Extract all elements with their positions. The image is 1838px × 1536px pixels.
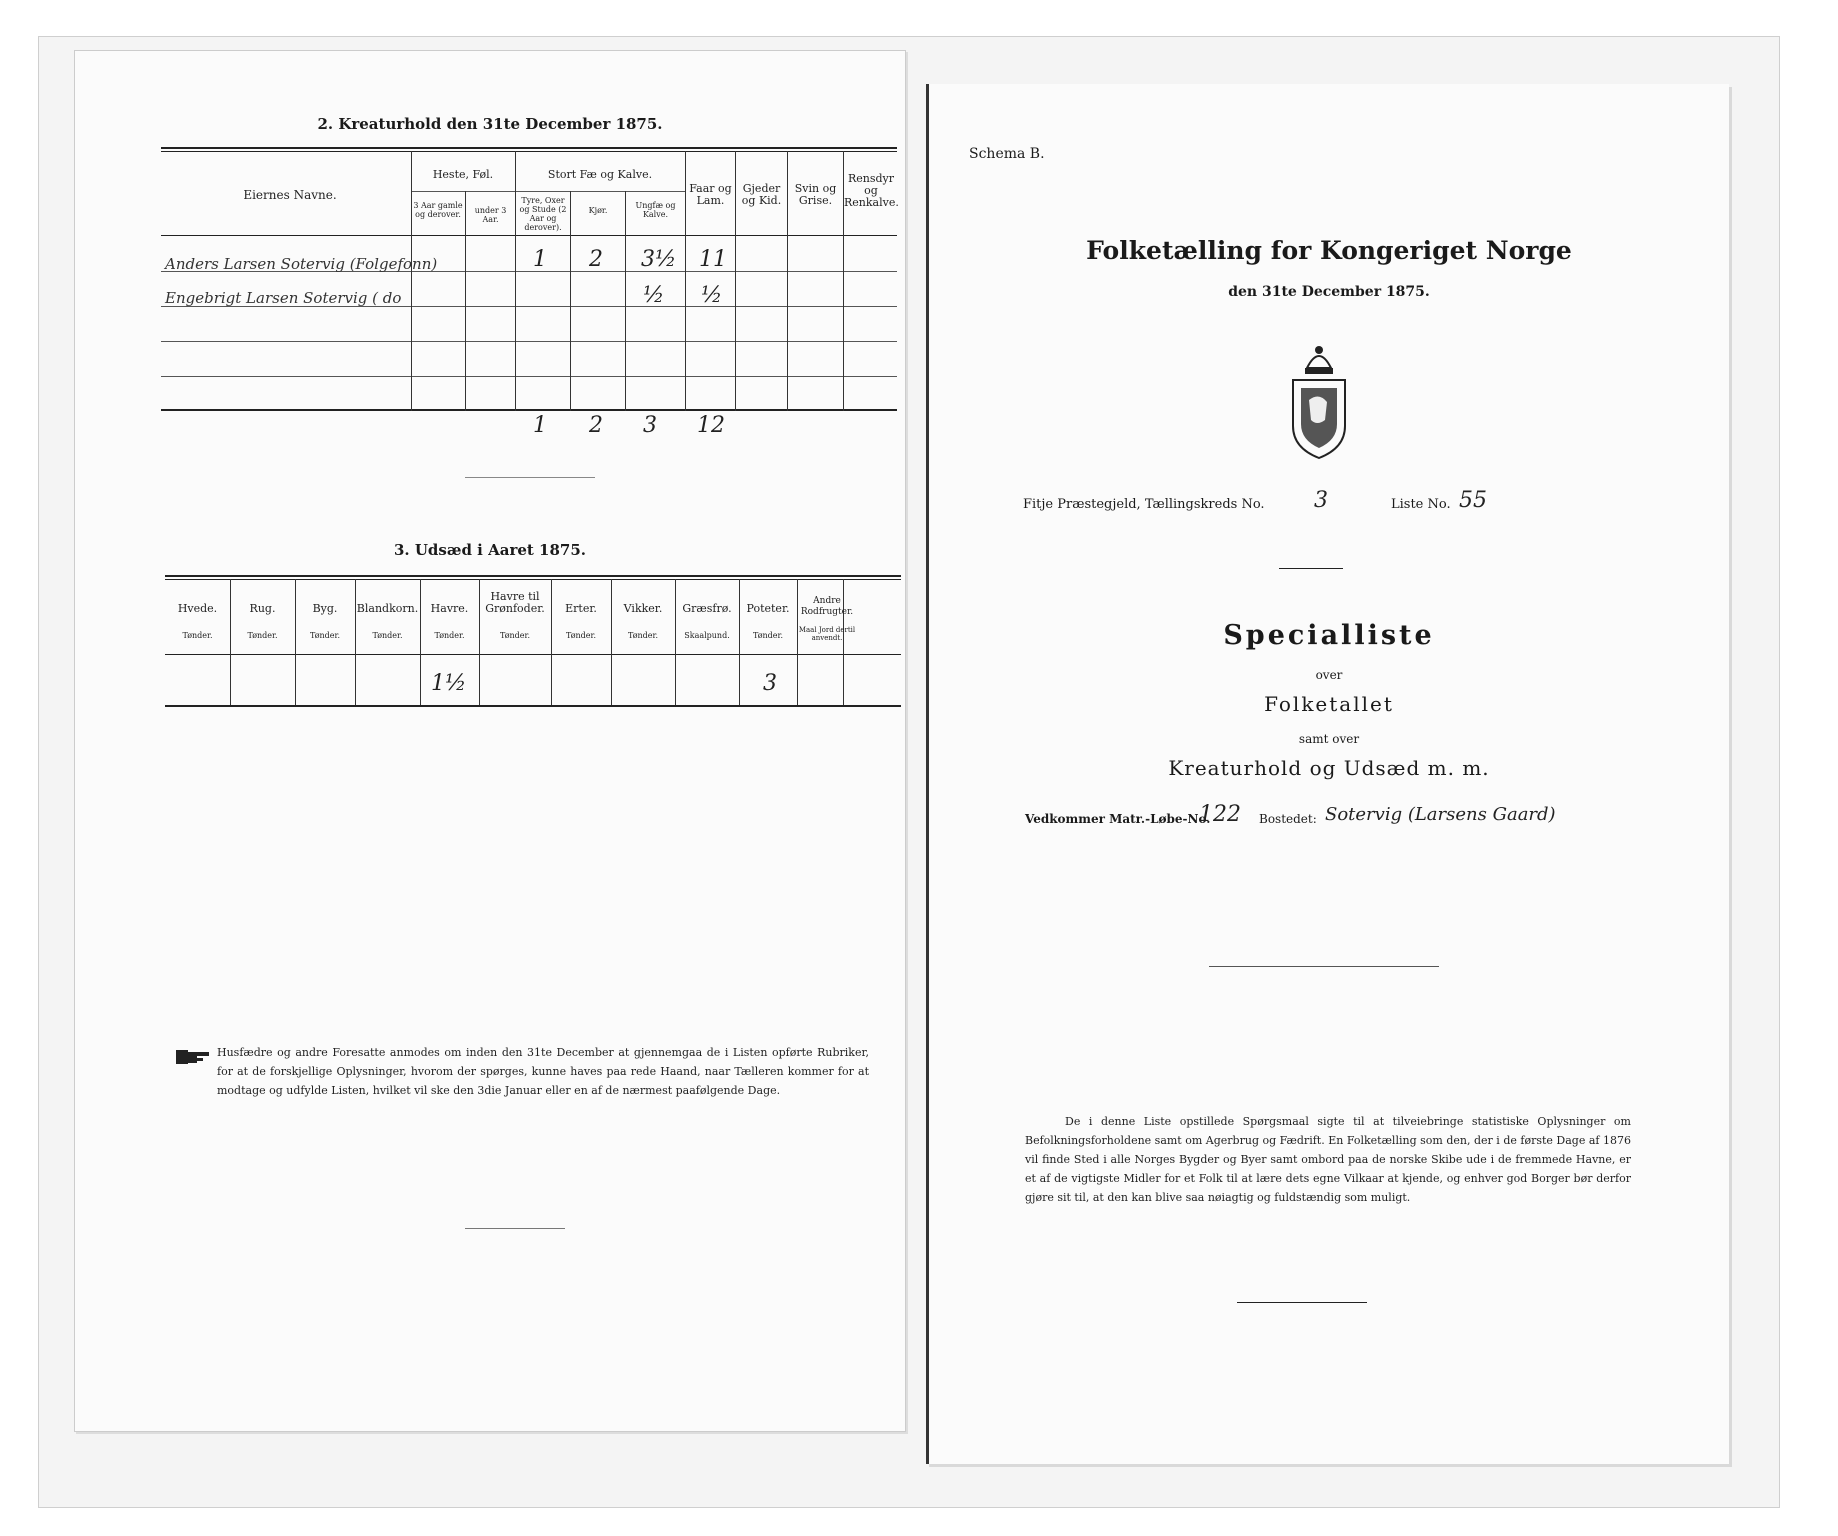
kreaturhold-title: Kreaturhold og Udsæd m. m.: [1168, 756, 1490, 780]
col-hvede: Hvede.: [177, 602, 218, 615]
col-rug-unit: Tønder.: [247, 631, 278, 640]
stort-sub3: Ungfæ og Kalve.: [635, 201, 676, 219]
samt-over-text: samt over: [1298, 732, 1360, 746]
location-line: [1023, 497, 1265, 512]
col-line: [230, 579, 231, 705]
owner-name-row1: Anders Larsen Sotervig (Folgefonn): [165, 255, 438, 273]
bosted-value: Sotervig (Larsens Gaard): [1325, 804, 1556, 825]
stort-sub1: Tyre, Oxer og Stude (2 Aar og derover).: [519, 196, 567, 232]
faar-header: Faar og Lam.: [689, 182, 732, 207]
col-vikker-unit: Tønder.: [627, 631, 659, 640]
value-poteter: 3: [763, 671, 777, 696]
pointing-hand-icon: [175, 1046, 211, 1068]
liste-value: 55: [1459, 488, 1487, 513]
col-hvede-unit: Tønder.: [182, 631, 213, 640]
col-line: [465, 191, 466, 411]
total-kjor: 2: [589, 413, 603, 438]
heste-sub2: under 3 Aar.: [474, 206, 507, 224]
col-line: [295, 579, 296, 705]
svin-header: Svin og Grise.: [794, 182, 837, 207]
owner-name-row2: Engebrigt Larsen Sotervig ( do: [165, 289, 402, 307]
col-line: [739, 579, 740, 705]
right-page: [926, 84, 1729, 1464]
col-byg-unit: Tønder.: [309, 631, 341, 640]
col-blandkorn-unit: Tønder.: [372, 631, 403, 640]
rensdyr-header: Rensdyr og Renkalve.: [844, 172, 899, 209]
value-havre: 1½: [431, 671, 467, 696]
heste-header: Heste, Føl.: [432, 168, 494, 181]
matr-label: Vedkommer Matr.-Løbe-No.: [1025, 812, 1211, 826]
table2-top-rule: [161, 147, 897, 149]
matr-value: 122: [1199, 802, 1241, 827]
col-erter-unit: Tønder.: [565, 631, 597, 640]
divider: [1209, 966, 1439, 967]
col-andre: Andre Rodfrugter.: [800, 596, 854, 617]
kreds-value: 3: [1314, 488, 1328, 513]
prestegjeld-label: Fitje Præstegjeld,: [1023, 497, 1141, 512]
col-erter: Erter.: [565, 602, 597, 615]
table3-bottom-rule: [165, 705, 901, 707]
divider: [465, 477, 595, 478]
census-title: Folketælling for Kongeriget Norge: [1086, 236, 1572, 265]
col-havre-unit: Tønder.: [434, 631, 465, 640]
col-graesfro: Græsfrø.: [682, 602, 732, 615]
col-poteter: Poteter.: [746, 602, 790, 615]
over-text: over: [1315, 668, 1343, 682]
col-line: [551, 579, 552, 705]
col-havre-gronfoder-unit: Tønder.: [499, 631, 531, 640]
stort-header: Stort Fæ og Kalve.: [547, 168, 653, 181]
col-line: [411, 151, 412, 411]
gjeder-header: Gjeder og Kid.: [741, 182, 782, 207]
liste-label: Liste No.: [1391, 497, 1451, 512]
col-line: [675, 579, 676, 705]
col-byg: Byg.: [312, 602, 338, 615]
table3-top-rule: [165, 575, 901, 577]
total-tyre: 1: [533, 413, 547, 438]
folketallet-title: Folketallet: [1264, 692, 1394, 716]
row2-ungfae: ½: [643, 283, 665, 308]
col-line: [420, 579, 421, 705]
info-paragraph: De i denne Liste opstillede Spørgsmaal sigte til at tilveiebringe statistiske Oplysninger om Befolkningsforholdene samt om Agerbrug og Fædrift. En Folketælling som den, der i de første Dage af 1876 vil finde Sted i alle Norges Bygder og Byer samt ombord paa de norske Skibe ude i de fremmede Havne, er et af de vigtigste Midler for et Folk til at lære dets egne Vilkaar at kjende, og enhver god Borger bør derfor gjøre sit til, at den kan blive saa nøiagtig og fuldstændig som muligt.: [1025, 1115, 1631, 1204]
col-havre: Havre.: [430, 602, 469, 615]
heste-sub1: 3 Aar gamle og derover.: [413, 201, 463, 219]
divider: [465, 1228, 565, 1229]
table3-header-rule: [165, 654, 901, 655]
col-vikker: Vikker.: [623, 602, 663, 615]
left-page: [74, 50, 906, 1432]
col-rug: Rug.: [249, 602, 276, 615]
row1-ungfae: 3½: [641, 247, 677, 272]
col-line: [570, 191, 571, 411]
col-line: [355, 579, 356, 705]
notice-text: Husfædre og andre Foresatte anmodes om inden den 31te December at gjennemgaa de i Listen opførte Rubriker, for at de forskjellige Oplysninger, hvorom der spørges, kunne haves paa rede Haand, naar Tælleren kommer for at modtage og udfylde Listen, hvilket vil ske den 3die Januar eller en af de nærmest paafølgende Dage.: [217, 1046, 869, 1097]
kreds-label: Tællingskreds No.: [1144, 497, 1265, 512]
owners-header: Eiernes Navne.: [243, 188, 337, 202]
col-line: [611, 579, 612, 705]
col-poteter-unit: Tønder.: [752, 631, 784, 640]
col-blandkorn: Blandkorn.: [356, 602, 419, 615]
row1-faar: 11: [699, 247, 727, 272]
divider: [1237, 1302, 1367, 1303]
col-havre-gronfoder: Havre til Grønfoder.: [485, 590, 545, 615]
census-date: den 31te December 1875.: [1228, 284, 1430, 300]
col-graesfro-unit: Skaalpund.: [684, 631, 730, 640]
row1-tyre: 1: [533, 247, 547, 272]
col-line: [625, 191, 626, 411]
divider: [1279, 568, 1343, 569]
stort-sub-rule: [515, 191, 685, 192]
stort-sub2: Kjør.: [588, 206, 608, 215]
table3-top-rule-2: [165, 579, 901, 580]
row2-faar: ½: [701, 283, 723, 308]
specialliste-title: Specialliste: [1223, 620, 1435, 651]
section2-title: 2. Kreaturhold den 31te December 1875.: [317, 115, 663, 133]
bosted-label: Bostedet:: [1259, 812, 1317, 826]
norway-coat-of-arms-icon: [1287, 340, 1351, 460]
schema-label: Schema B.: [969, 146, 1045, 162]
total-faar: 12: [697, 413, 725, 438]
total-ungfae: 3: [643, 413, 657, 438]
col-andre-unit: Maal Jord dertil anvendt.: [798, 626, 856, 642]
col-line: [515, 151, 516, 411]
section3-title: 3. Udsæd i Aaret 1875.: [393, 541, 587, 559]
row1-kjor: 2: [589, 247, 603, 272]
